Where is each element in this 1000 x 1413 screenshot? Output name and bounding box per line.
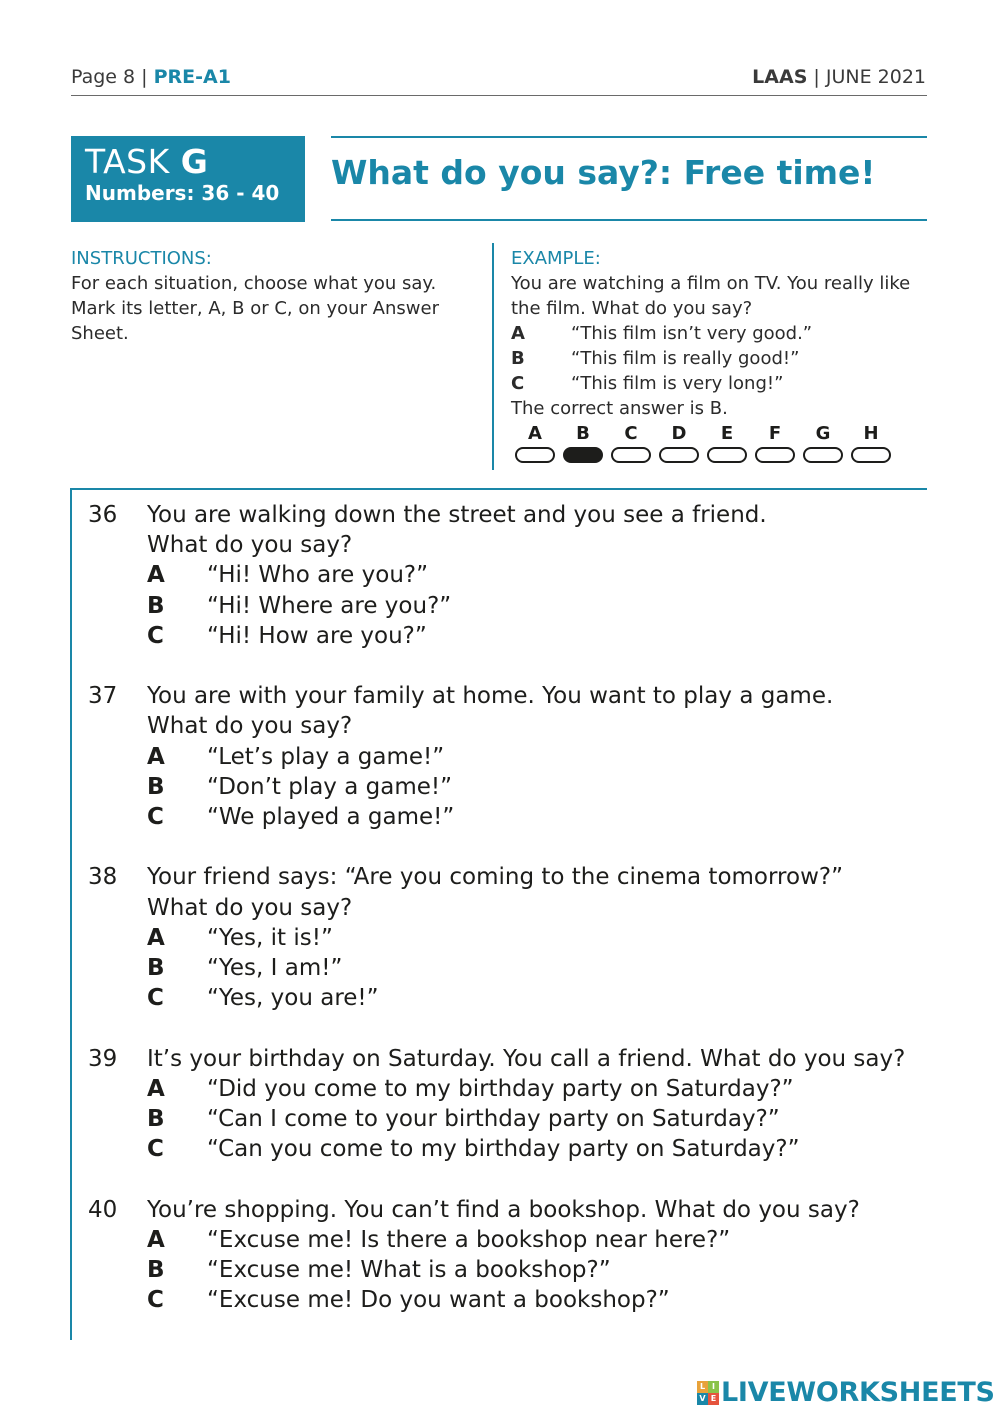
option-letter: B [147, 1106, 165, 1133]
option-text: “Yes, I am!” [207, 955, 343, 982]
task-badge [71, 136, 305, 222]
option-letter: B [147, 773, 165, 800]
option-text: “Let’s play a game!” [207, 743, 445, 770]
option-text: “Excuse me! Do you want a bookshop?” [207, 1287, 670, 1314]
example-option [511, 321, 931, 346]
answer-bubble-letter: A [528, 423, 542, 444]
question-text: You are with your family at home. You want to play a game. [147, 683, 834, 710]
question-option [88, 621, 928, 651]
page-header-right [752, 66, 926, 88]
question-option [88, 802, 928, 832]
question-item [88, 681, 928, 832]
instructions-heading: INSTRUCTIONS: [71, 248, 212, 269]
task-numbers: Numbers: 36 - 40 [85, 181, 280, 205]
instructions-section [71, 246, 471, 346]
question-option [88, 1255, 928, 1285]
option-text: “Did you come to my birthday party on Saturday?” [207, 1075, 794, 1102]
question-number [88, 530, 147, 560]
example-answer: The correct answer is B. [511, 398, 728, 419]
question-number [88, 893, 147, 923]
option-text: “Yes, it is!” [207, 924, 333, 951]
example-option-text: “This film is very long!” [571, 373, 784, 394]
question-option [88, 560, 928, 590]
option-letter: C [147, 1287, 164, 1314]
question-option [88, 1104, 928, 1134]
title-rule-bottom [331, 219, 927, 221]
logo-mark-letter: V [697, 1393, 708, 1405]
option-letter: B [147, 1257, 165, 1284]
answer-bubble-oval [611, 447, 651, 463]
option-text: “Can you come to my birthday party on Saturday?” [207, 1136, 800, 1163]
answer-bubble-oval [755, 447, 795, 463]
option-text: “Excuse me! Is there a bookshop near here?” [207, 1226, 731, 1253]
question-number: 40 [88, 1196, 118, 1223]
questions-list [88, 500, 928, 1346]
question-option [88, 742, 928, 772]
option-letter: A [147, 743, 165, 770]
title-rule-top [331, 136, 927, 138]
example-option-text: “This film isn’t very good.” [571, 323, 813, 344]
answer-bubble-letter: H [863, 423, 879, 444]
question-option [88, 953, 928, 983]
question-item [88, 862, 928, 1013]
org-label: LAAS [752, 66, 808, 88]
answer-bubble-oval [851, 447, 891, 463]
answer-bubble-letter: F [768, 423, 782, 444]
answer-bubble [751, 424, 799, 463]
option-text: “We played a game!” [207, 804, 455, 831]
example-option-letter: A [511, 323, 525, 344]
option-letter: A [147, 562, 165, 589]
answer-bubble-letter: G [815, 423, 831, 444]
task-letter: G [180, 142, 209, 181]
example-option [511, 346, 931, 371]
question-option [88, 1134, 928, 1164]
answer-bubble [847, 424, 895, 463]
example-options [511, 321, 931, 396]
liveworksheets-logo [697, 1377, 995, 1408]
answer-bubble [655, 424, 703, 463]
question-option [88, 1285, 928, 1315]
question-text: What do you say? [147, 532, 353, 559]
answer-bubble-oval [803, 447, 843, 463]
option-letter: A [147, 1075, 165, 1102]
option-text: “Can I come to your birthday party on Saturday?” [207, 1106, 780, 1133]
logo-text: LIVEWORKSHEETS [721, 1377, 995, 1408]
answer-bubble [703, 424, 751, 463]
option-letter: C [147, 622, 164, 649]
page-header-left [71, 66, 231, 88]
example-prompt: You are watching a film on TV. You really like the film. What do you say? [511, 273, 911, 319]
question-text: You’re shopping. You can’t find a bookshop. What do you say? [147, 1196, 860, 1223]
question-number: 36 [88, 502, 118, 528]
question-number: 37 [88, 683, 118, 710]
logo-mark-letter: I [708, 1381, 719, 1393]
question-item [88, 1195, 928, 1316]
example-option-letter: B [511, 348, 525, 369]
answer-bubble [799, 424, 847, 463]
header-separator: | [813, 66, 820, 88]
logo-mark-icon [697, 1381, 719, 1405]
task-title: What do you say?: Free time! [331, 153, 876, 192]
questions-frame-top [70, 488, 927, 490]
option-text: “Hi! How are you?” [207, 622, 427, 649]
example-option [511, 371, 931, 396]
header-divider [71, 95, 927, 96]
question-option [88, 983, 928, 1013]
question-text: Your friend says: “Are you coming to the cinema tomorrow?” [147, 864, 843, 891]
question-number [88, 711, 147, 741]
option-text: “Don’t play a game!” [207, 773, 453, 800]
option-letter: A [147, 1226, 165, 1253]
answer-bubble-letter: D [671, 423, 687, 444]
header-separator: | [141, 66, 148, 88]
answer-bubble-letter: E [720, 423, 734, 444]
instructions-text: For each situation, choose what you say. Mark its letter, A, B or C, on your Answer Sheet. [71, 273, 439, 344]
question-item [88, 1044, 928, 1165]
task-label: TASK [85, 142, 170, 181]
answer-bubble-oval [515, 447, 555, 463]
example-option-text: “This film is really good!” [571, 348, 800, 369]
questions-frame-left [70, 488, 72, 1340]
question-text: What do you say? [147, 713, 353, 740]
answer-bubble [559, 424, 607, 463]
question-text: You are walking down the street and you see a friend. [147, 502, 767, 528]
option-letter: C [147, 1136, 164, 1163]
question-number: 39 [88, 1045, 118, 1072]
option-letter: C [147, 985, 164, 1012]
question-number: 38 [88, 864, 118, 891]
option-letter: C [147, 804, 164, 831]
answer-bubble [511, 424, 559, 463]
question-option [88, 923, 928, 953]
example-section [511, 246, 931, 421]
option-letter: A [147, 924, 165, 951]
example-heading: EXAMPLE: [511, 248, 601, 269]
question-option [88, 772, 928, 802]
option-text: “Excuse me! What is a bookshop?” [207, 1257, 611, 1284]
example-divider [492, 243, 494, 470]
option-text: “Hi! Where are you?” [207, 592, 452, 619]
option-text: “Yes, you are!” [207, 985, 379, 1012]
date-label: JUNE 2021 [825, 66, 926, 88]
question-option [88, 1074, 928, 1104]
question-item [88, 500, 928, 651]
question-text: What do you say? [147, 894, 353, 921]
question-option [88, 1225, 928, 1255]
answer-bubble-oval [563, 447, 603, 463]
question-text: It’s your birthday on Saturday. You call a friend. What do you say? [147, 1045, 906, 1072]
level-label: PRE-A1 [153, 66, 231, 88]
option-letter: B [147, 592, 165, 619]
option-text: “Hi! Who are you?” [207, 562, 429, 589]
answer-bubble-oval [659, 447, 699, 463]
example-option-letter: C [511, 373, 525, 394]
logo-mark-letter: E [708, 1393, 719, 1405]
answer-bubble-letter: C [624, 423, 638, 444]
answer-bubble [607, 424, 655, 463]
logo-mark-letter: L [697, 1381, 708, 1393]
option-letter: B [147, 955, 165, 982]
page-number: Page 8 [71, 66, 136, 88]
answer-bubbles [511, 424, 895, 463]
question-option [88, 591, 928, 621]
answer-bubble-letter: B [576, 423, 590, 444]
answer-bubble-oval [707, 447, 747, 463]
